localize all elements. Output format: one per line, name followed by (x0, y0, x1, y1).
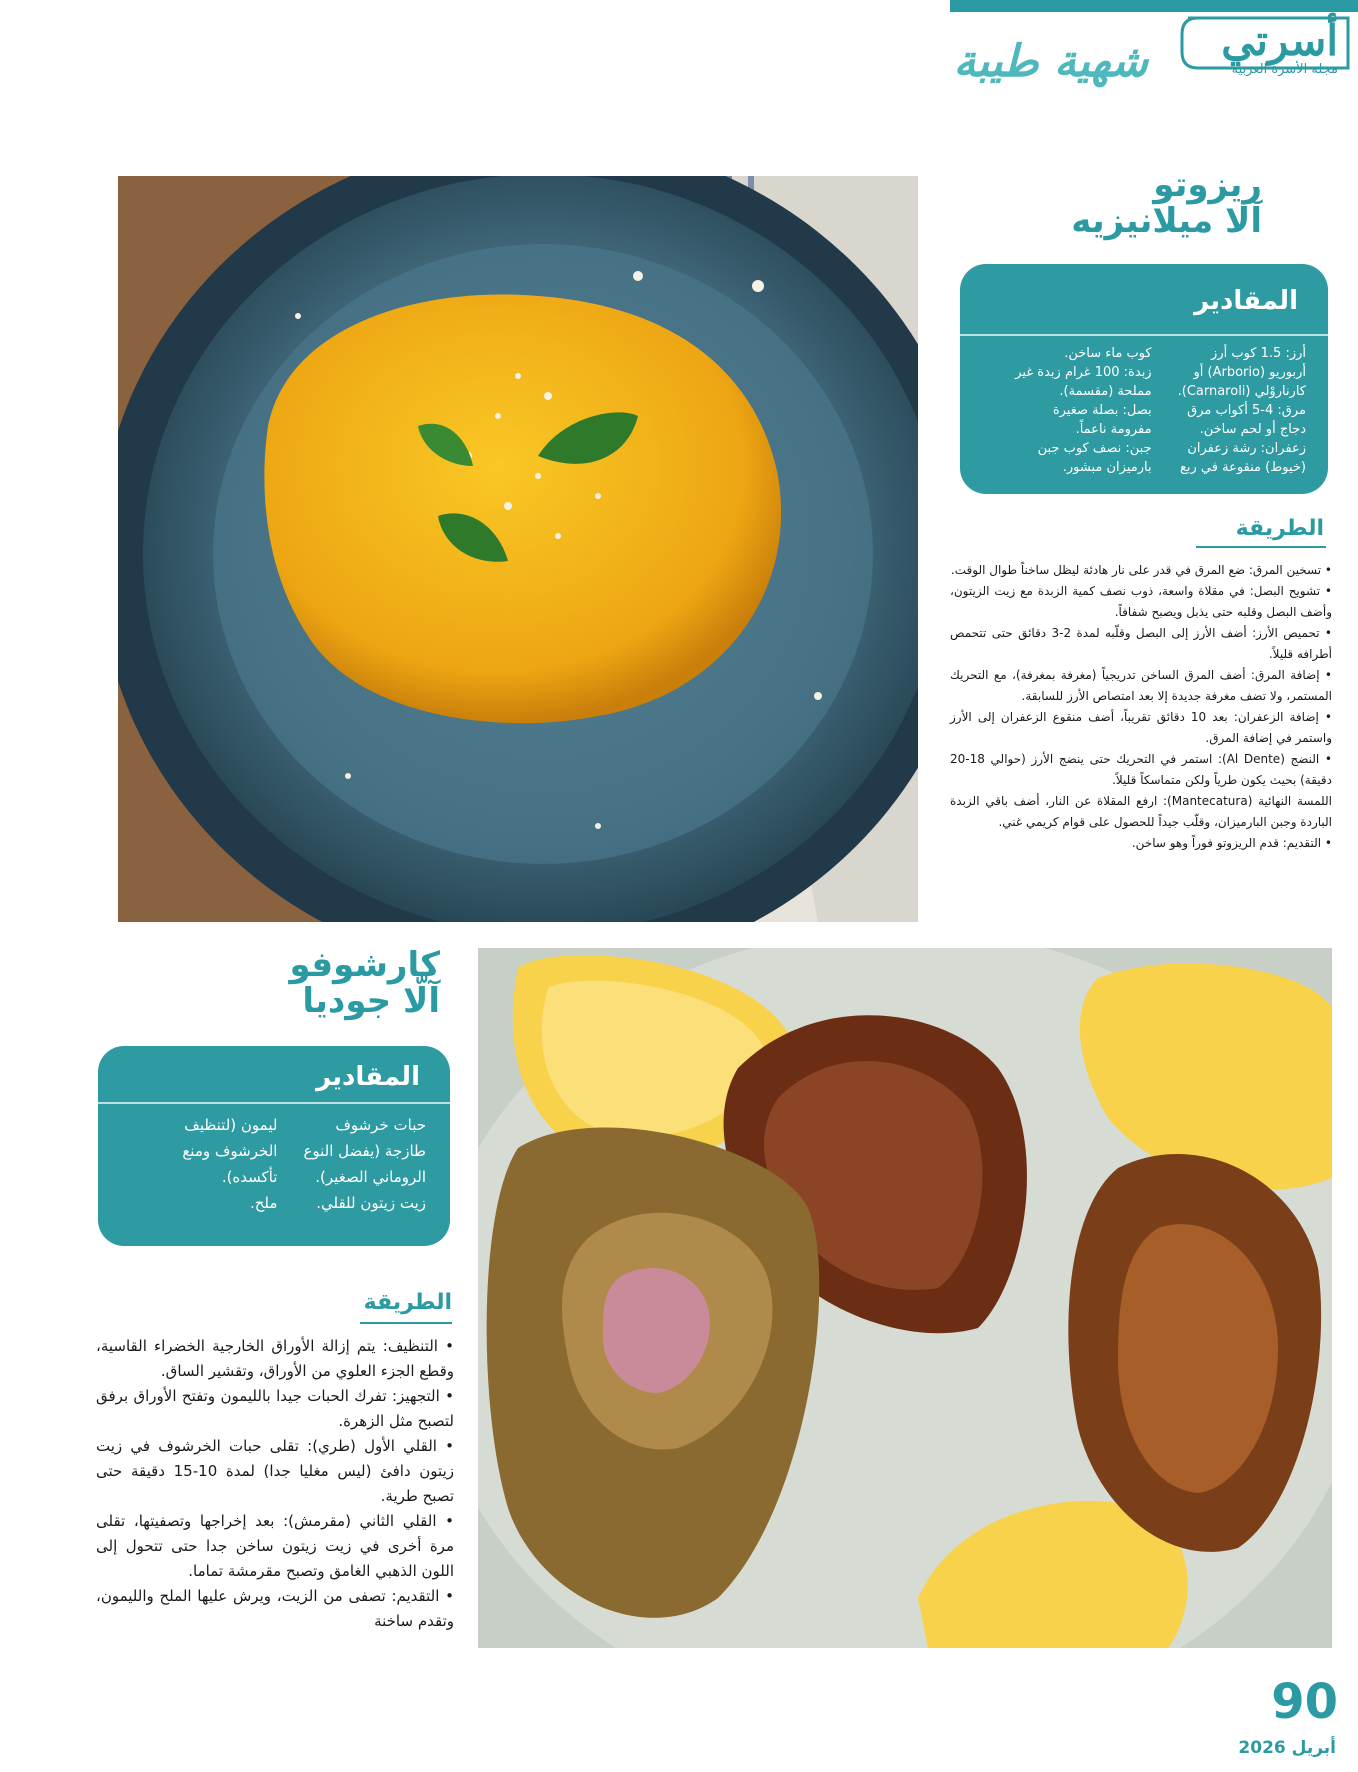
ingredient-item: ملح. (249, 1194, 278, 1212)
method-step: اللمسة النهائية (Mantecatura): ارفع المقلاة عن النار، أضف باقي الزبدة الباردة وجبن البارميزان، وقلّب جيداً للحصول على قوام كريمي غني. (950, 794, 1332, 829)
divider (1196, 546, 1326, 548)
method-step: • النضج (Al Dente): استمر في التحريك حتى ينضج الأرز (حوالي 18-20 دقيقة) بحيث يكون طرياً ولكن متماسكاً قليلاً. (950, 752, 1332, 787)
ingredients-column (182, 1112, 277, 1216)
ingredient-item: ليمون (لتنظيف (184, 1116, 278, 1134)
artichoke-title (180, 945, 440, 1021)
method-step: • إضافة المرق: أضف المرق الساخن تدريجياً (مغرفة بمغرفة)، مع التحريك المستمر، ولا تضف مغرفة جديدة إلا بعد امتصاص الأرز للسابقة. (950, 668, 1332, 703)
logo-tagline: مجلة الأسرة العربية (1231, 62, 1338, 77)
method-step: • القلي الأول (طري): تقلى حبات الخرشوف في زيت زيتون دافئ (ليس مغليا جدا) لمدة 10-15 دقيقة حتى تصبح طرية. (96, 1437, 455, 1505)
ingredient-item: أربوريو (Arborio) أو (1193, 365, 1306, 380)
method-step: • تشويح البصل: في مقلاة واسعة، ذوب نصف كمية الزبدة مع زيت الزيتون، وأضف البصل وقلبه حتى يذبل ويصبح شفافاً. (950, 584, 1332, 619)
section-tag: شهية طيبة (953, 36, 1148, 87)
ingredient-item: الخرشوف ومنع (182, 1142, 278, 1160)
magazine-logo (1168, 12, 1358, 77)
method-step: • التجهيز: تفرك الحبات جيدا بالليمون وتفتح الأوراق برفق لتصبح مثل الزهرة. (96, 1387, 454, 1430)
artichoke-ingredients-panel (98, 1046, 450, 1246)
method-step: • تحميص الأرز: أضف الأرز إلى البصل وقلّبه لمدة 2-3 دقائق حتى تتحمص أطرافه قليلاً. (950, 626, 1332, 661)
ingredient-item: الروماني الصغير). (315, 1168, 426, 1186)
header-bar (950, 0, 1358, 12)
artichoke-ingredients-heading: المقادير (316, 1062, 420, 1092)
ingredient-item: كوب ماء ساخن. (1064, 346, 1152, 361)
risotto-ingredients-heading: المقادير (1194, 286, 1298, 316)
artichoke-steps (96, 1334, 454, 1634)
ingredient-item: جبن: نصف كوب جبن (1037, 441, 1152, 456)
ingredient-item: بارميزان مبشور. (1062, 460, 1152, 475)
ingredient-item: مملحة (مقسمة). (1059, 384, 1152, 399)
risotto-steps (950, 560, 1332, 854)
ingredient-item: زبدة: 100 غرام زبدة غير (1015, 365, 1152, 380)
ingredients-column (1015, 344, 1151, 477)
ingredient-item: طازجة (يفضل النوع (303, 1142, 426, 1160)
risotto-title-line1: ريزوتو (1153, 165, 1262, 205)
artichoke-ingredients-list (182, 1112, 426, 1216)
method-step: • التنظيف: يتم إزالة الأوراق الخارجية الخضراء القاسية، وقطع الجزء العلوي من الأوراق، وتقشير الساق. (96, 1337, 454, 1380)
ingredient-item: كارناروْلي (Carnaroli). (1177, 384, 1306, 399)
method-step: • التقديم: تصفى من الزيت، ويرش عليها الملح والليمون، وتقدم ساخنة (96, 1587, 454, 1630)
method-step: • تسخين المرق: ضع المرق في قدر على نار هادئة ليظل ساخناً طوال الوقت. (950, 563, 1332, 577)
divider (960, 334, 1328, 336)
ingredient-item: أرز: 1.5 كوب أرز (1211, 346, 1306, 361)
divider (98, 1102, 450, 1104)
risotto-ingredients-list (1015, 344, 1306, 477)
ingredient-item: مفرومة ناعماً. (1075, 422, 1152, 437)
ingredient-item: تأكسده). (221, 1168, 278, 1186)
artichoke-method-heading: الطريقة (363, 1290, 452, 1315)
artichoke-title-line1: كارشوفو (289, 945, 440, 985)
risotto-title-line2: آلا ميلانيزيه (1071, 200, 1262, 241)
issue-date: أبريل 2026 (1238, 1738, 1336, 1758)
ingredients-column (303, 1112, 426, 1216)
method-step: • القلي الثاني (مقرمش): بعد إخراجها وتصفيتها، تقلى مرة أخرى في زيت زيتون ساخن جدا حتى تتحول إلى اللون الذهبي الغامق وتصبح مقرمشة تماما. (96, 1512, 454, 1580)
ingredient-item: حبات خرشوف (335, 1116, 426, 1134)
ingredient-item: (خيوط) منقوعة في ربع (1179, 460, 1306, 475)
method-step: • التقديم: قدم الريزوتو فوراً وهو ساخن. (1131, 836, 1332, 850)
risotto-ingredients-panel (960, 264, 1328, 494)
ingredient-item: زيت زيتون للقلي. (316, 1194, 426, 1212)
artichoke-title-line2: آلّا جوديا (302, 980, 440, 1021)
risotto-method-heading: الطريقة (1235, 516, 1324, 541)
ingredient-item: مرق: 4-5 أكواب مرق (1187, 403, 1306, 418)
divider (360, 1322, 452, 1324)
logo-word: أسرتي (1221, 16, 1338, 65)
artichoke-photo (478, 948, 1332, 1648)
ingredient-item: بصل: بصلة صغيرة (1052, 403, 1152, 418)
page-number: 90 (1271, 1674, 1338, 1730)
ingredient-item: زعفران: رشة زعفران (1187, 441, 1306, 456)
method-step: • إضافة الزعفران: بعد 10 دقائق تقريباً، أضف منقوع الزعفران إلى الأرز واستمر في إضافة المرق. (950, 710, 1333, 745)
risotto-title (962, 165, 1262, 241)
risotto-photo (118, 176, 918, 922)
ingredient-item: دجاج أو لحم ساخن. (1199, 422, 1306, 437)
ingredients-column (1178, 344, 1306, 477)
